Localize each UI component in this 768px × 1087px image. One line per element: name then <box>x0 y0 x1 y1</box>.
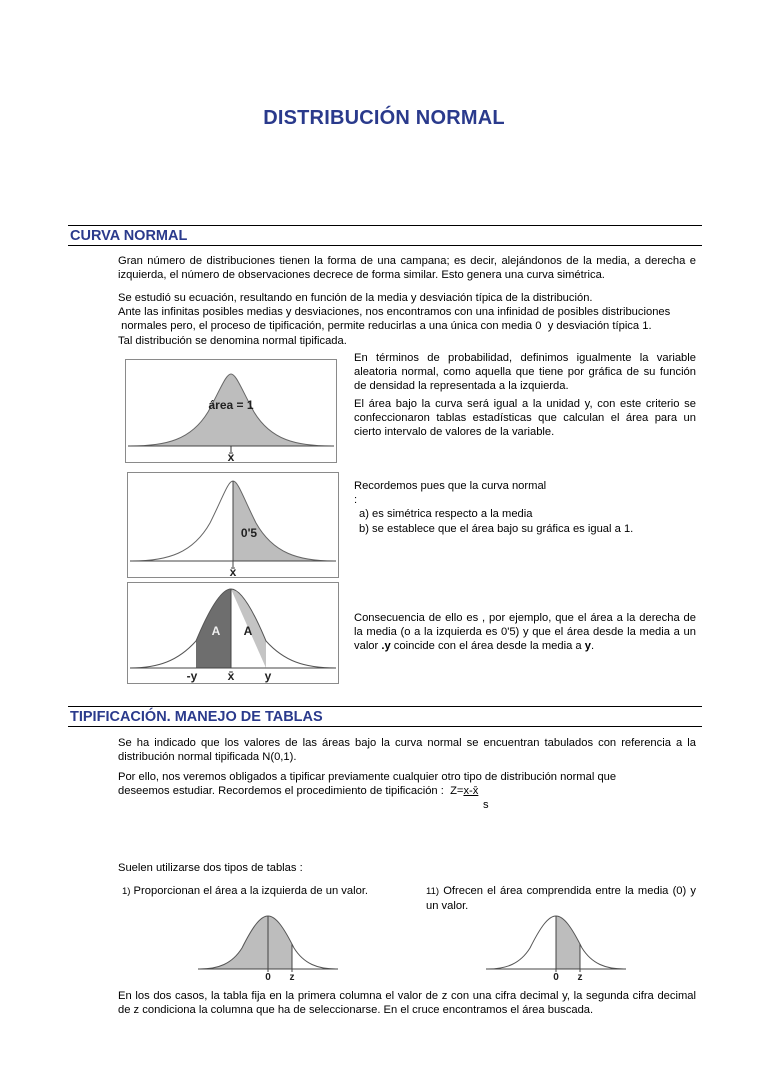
paragraph-tipificar <box>118 770 703 813</box>
figure-area-total <box>125 359 337 463</box>
formula-numerator: x-x̄ <box>463 785 479 798</box>
recordemos-item-b: b) se establece que el área bajo su gráfica es igual a 1. <box>359 522 634 535</box>
recordemos-item-a: a) es simétrica respecto a la media <box>359 508 533 521</box>
normal-curve-area-1 <box>126 360 336 462</box>
z-label: z <box>577 972 583 982</box>
mean-label: x̄ <box>227 669 235 683</box>
table-type-1 <box>122 884 412 899</box>
section-heading-tipificacion: TIPIFICACIÓN. MANEJO DE TABLAS <box>68 706 702 727</box>
paragraph-ecuacion-line-4: Tal distribución se denomina normal tipificada. <box>118 334 347 347</box>
area-label: área = 1 <box>208 398 254 412</box>
paragraph-ecuacion-line-1: Se estudió su ecuación, resultando en función de la media y desviación típica de la distribución. <box>118 292 593 304</box>
zero-label: 0 <box>553 972 559 982</box>
consecuencia-y-1: .y <box>381 640 391 653</box>
paragraph-tipos-tablas: Suelen utilizarse dos tipos de tablas : <box>118 862 303 874</box>
pos-y-label: y <box>264 669 272 683</box>
paragraph-ecuacion <box>118 291 703 348</box>
shaded-area-right-half <box>233 481 334 561</box>
neg-y-label: -y <box>186 669 198 683</box>
tipificar-line-2-text: deseemos estudiar. Recordemos el procedimiento de tipificación : Z= <box>118 785 464 798</box>
curve-outline <box>130 589 336 668</box>
recordemos-colon: : <box>354 494 358 507</box>
figure-area-mitad <box>127 472 339 578</box>
zero-label: 0 <box>265 972 271 982</box>
paragraph-ecuacion-line-3: normales pero, el proceso de tipificación, permite reducirlas a una única con media 0 y desviación típica 1. <box>118 320 652 333</box>
figure-area-izquierda-z <box>198 912 338 982</box>
formula-fraction <box>463 784 478 798</box>
tipificar-line-1: Por ello, nos veremos obligados a tipificar previamente cualquier otro tipo de distribución normal que <box>118 771 617 783</box>
z-label: z <box>289 972 295 982</box>
formula-denominator: s <box>483 799 489 812</box>
mean-label: x̄ <box>227 450 235 462</box>
section-heading-curva-normal: CURVA NORMAL <box>68 225 702 246</box>
tipificar-line-2 <box>118 784 703 798</box>
normal-curve-symmetric <box>128 583 338 683</box>
figure-areas-simetricas <box>127 582 339 684</box>
paragraph-dos-casos: En los dos casos, la tabla fija en la primera columna el valor de z con una cifra decimal y, la segunda cifra decimal de z condiciona la columna que ha de seleccionarse. En el cruce encontramos el área buscada. <box>118 990 696 1017</box>
mean-label: x̄ <box>229 565 237 577</box>
left-area-label: A <box>211 624 221 638</box>
table-type-2 <box>426 884 696 913</box>
table-type-1-text: Proporcionan el área a la izquierda de un valor. <box>130 885 369 897</box>
consecuencia-y-2: y <box>584 640 591 653</box>
paragraph-probabilidad: En términos de probabilidad, definimos igualmente la variable aleatoria normal, como aquella que tiene por gráfica de su función de densidad la representada a la izquierda. <box>354 352 696 393</box>
paragraph-tabulados: Se ha indicado que los valores de las áreas bajo la curva normal se encuentran tabulados con referencia a la distribución normal tipificada N(0,1). <box>118 737 696 764</box>
table-type-1-number: 1) <box>122 886 131 897</box>
recordemos-intro: Recordemos pues que la curva normal <box>354 480 547 492</box>
normal-curve-half <box>128 473 338 577</box>
consecuencia-text-2: coincide con el área desde la media a <box>390 640 585 653</box>
paragraph-ecuacion-line-2: Ante las infinitas posibles medias y desviaciones, nos encontramos con una infinidad de posibles distribuciones <box>118 306 671 319</box>
table-type-2-text: Ofrecen el área comprendida entre la media (0) y un valor. <box>426 885 696 913</box>
page-title: DISTRIBUCIÓN NORMAL <box>263 107 505 129</box>
paragraph-area-unidad: El área bajo la curva será igual a la unidad y, con este criterio se confeccionaron tablas estadísticas que calculan el área para un cierto intervalo de valores de la variable. <box>354 398 696 439</box>
figure-area-entre-0-y-z <box>486 912 626 982</box>
consecuencia-text-1: Consecuencia de ello es , por ejemplo, que el área a la derecha de la media (o a la izquierda es 0'5) y que el área desde la media a un valor <box>354 612 696 653</box>
shaded-area-left-of-z <box>200 916 292 969</box>
right-area-label: A <box>243 624 253 638</box>
half-label: 0'5 <box>240 526 258 540</box>
paragraph-consecuencia <box>354 611 696 654</box>
paragraph-intro: Gran número de distribuciones tienen la forma de una campana; es decir, alejándonos de la media, a derecha e izquierda, el número de observaciones decrece de forma similar. Esto genera una curva simétrica. <box>118 255 696 282</box>
consecuencia-text-3: . <box>590 640 595 653</box>
paragraph-recordemos <box>354 479 696 536</box>
table-type-2-number: 11) <box>426 886 440 897</box>
